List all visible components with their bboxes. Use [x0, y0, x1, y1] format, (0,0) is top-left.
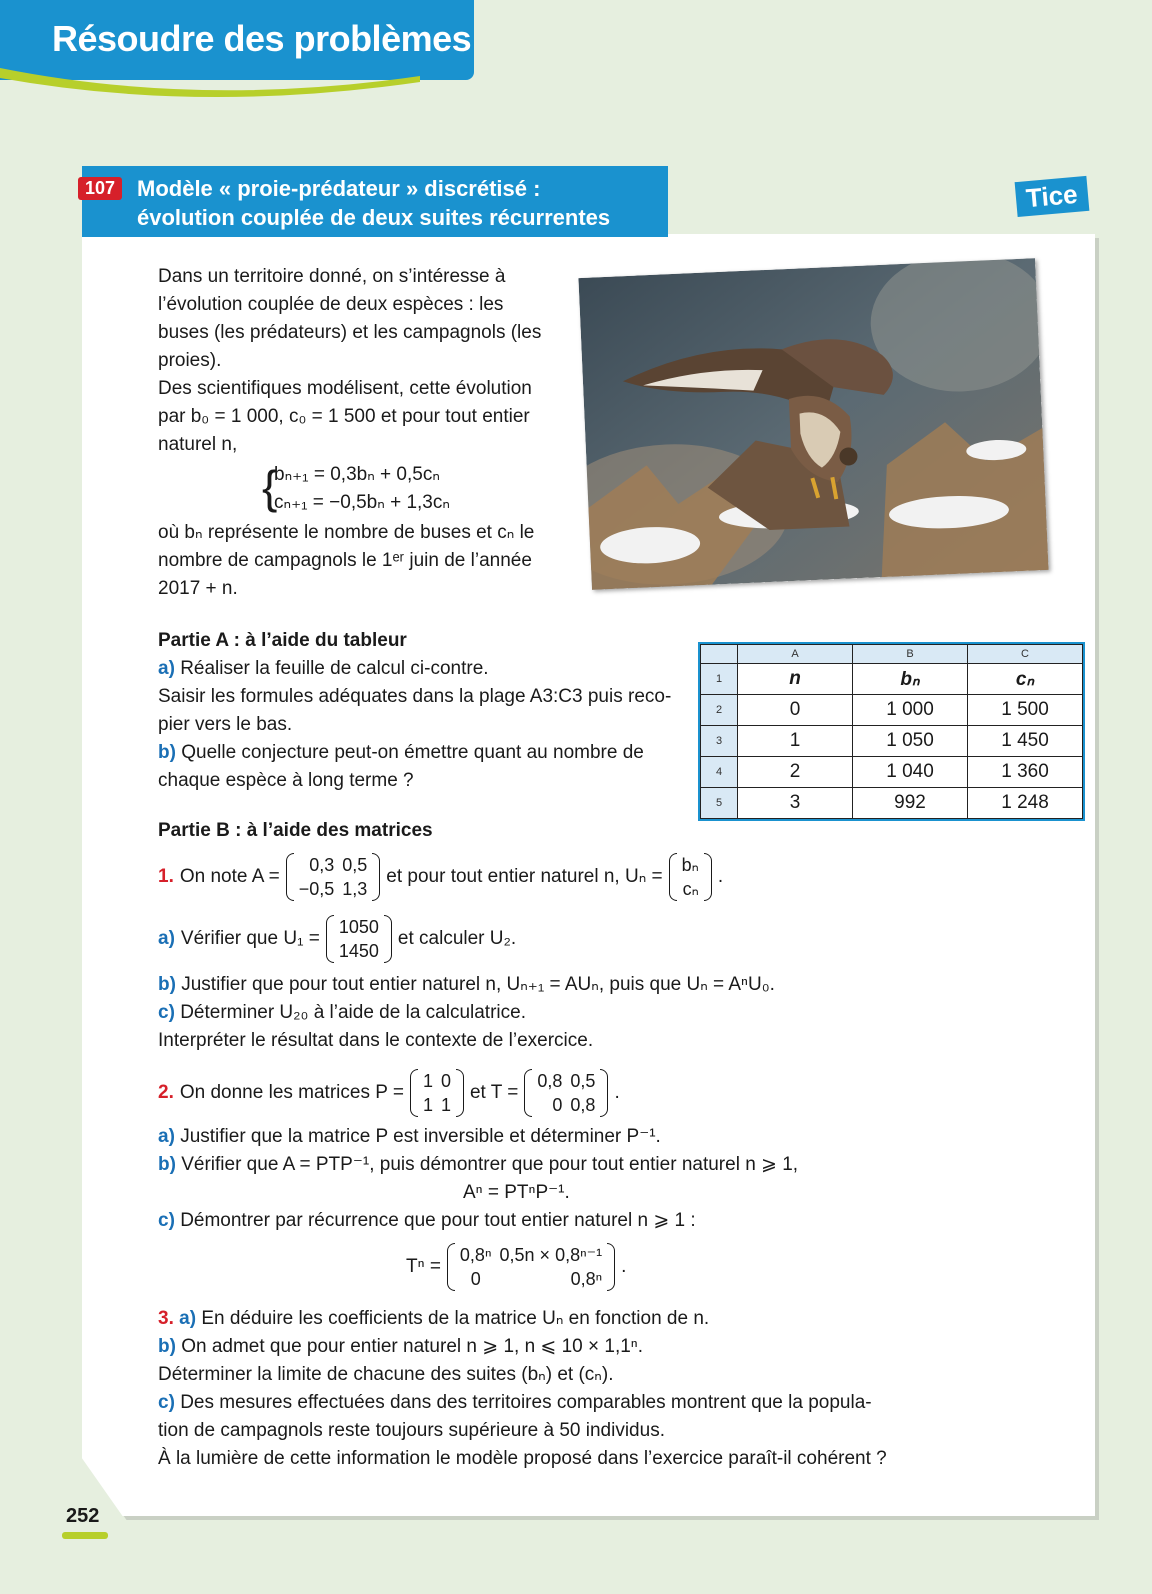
- sheet-row: [701, 726, 1083, 757]
- sheet-row-number: 5: [701, 788, 738, 819]
- intro-line: Dans un territoire donné, on s’intéresse à: [158, 266, 506, 287]
- intro-line: l’évolution couplée de deux espèces : les: [158, 294, 504, 315]
- question-text: On donne les matrices P =: [179, 1082, 404, 1103]
- matrix-entry: 0: [470, 1269, 481, 1289]
- question-text: Interpréter le résultat dans le contexte de l’exercice.: [158, 1030, 594, 1051]
- sheet-cell: 0: [738, 695, 853, 726]
- sheet-cell: 1 248: [968, 788, 1083, 819]
- header-swoosh-decoration: [0, 68, 420, 108]
- matrix-entry: 0: [440, 1071, 451, 1091]
- question-number: 3.: [158, 1308, 174, 1329]
- exercise-number: 107: [78, 177, 122, 200]
- formula-Tn: Tⁿ = 0,8ⁿ 0,5n × 0,8ⁿ⁻¹ 0 0,8ⁿ .: [406, 1245, 627, 1289]
- question-text: À la lumière de cette information le modèle proposé dans l’exercice paraît-il cohérent ?: [158, 1448, 887, 1469]
- spreadsheet-table: [700, 644, 1083, 819]
- question-text: Déterminer la limite de chacune des suites (bₙ) et (cₙ).: [158, 1364, 614, 1385]
- sheet-cell: 1: [738, 726, 853, 757]
- matrix-entry: 0,8: [537, 1071, 563, 1091]
- sheet-cell: 1 500: [968, 695, 1083, 726]
- question-text: On note A =: [179, 866, 280, 887]
- partB-question-1b: [158, 971, 1058, 999]
- question-label: a): [158, 658, 175, 679]
- matrix-entry: 1: [422, 1071, 433, 1091]
- partB-block: [158, 817, 1058, 1473]
- sheet-row: [701, 788, 1083, 819]
- exercise-title-line1: Modèle « proie-prédateur » discrétisé :: [137, 176, 541, 201]
- question-number: 1.: [158, 866, 174, 887]
- matrix-A: [286, 853, 381, 901]
- sheet-row-number: 3: [701, 726, 738, 757]
- partB-question-1c: [158, 999, 1058, 1027]
- question-label: b): [158, 1154, 176, 1175]
- partB-question-3a: [158, 1305, 1058, 1333]
- partB-question-3b: [158, 1333, 1058, 1361]
- question-text: et T =: [469, 1082, 519, 1103]
- matrix-entry: bₙ: [681, 855, 699, 875]
- question-text: chaque espèce à long terme ?: [158, 770, 414, 791]
- matrix-entry: 0,3: [309, 855, 335, 875]
- intro-line: proies).: [158, 350, 222, 371]
- sheet-row-number: 2: [701, 695, 738, 726]
- intro-line: où bₙ représente le nombre de buses et cₙ le: [158, 522, 535, 543]
- question-label: b): [158, 974, 176, 995]
- sheet-cell: cₙ: [968, 664, 1083, 695]
- intro-line: buses (les prédateurs) et les campagnols (les: [158, 322, 542, 343]
- sheet-cell: n: [738, 664, 853, 695]
- sheet-row-number: 1: [701, 664, 738, 695]
- sheet-cell: 3: [738, 788, 853, 819]
- matrix-entry: 0,8ⁿ: [459, 1245, 492, 1265]
- matrix-entry: 0,5n × 0,8ⁿ⁻¹: [499, 1245, 603, 1265]
- partB-heading: Partie B : à l’aide des matrices: [158, 820, 433, 841]
- sheet-column-headers: [701, 645, 1083, 664]
- question-text: Des mesures effectuées dans des territoires comparables montrent que la popula-: [180, 1392, 872, 1413]
- sheet-cell: 1 050: [853, 726, 968, 757]
- matrix-entry: −0,5: [298, 879, 335, 899]
- sheet-cell: bₙ: [853, 664, 968, 695]
- matrix-entry: 0,5: [342, 855, 368, 875]
- sheet-cell: 2: [738, 757, 853, 788]
- system-eq2: cₙ₊₁ = −0,5bₙ + 1,3cₙ: [274, 492, 450, 513]
- question-number: 2.: [158, 1082, 174, 1103]
- buzzard-photo-illustration: [578, 258, 1048, 590]
- exercise-title: [137, 174, 610, 232]
- partB-question-2b: [158, 1151, 1058, 1179]
- question-text: En déduire les coefficients de la matrice Uₙ en fonction de n.: [201, 1308, 710, 1329]
- question-label: a): [158, 928, 175, 949]
- question-text: Justifier que pour tout entier naturel n, Uₙ₊₁ = AUₙ, puis que Uₙ = AⁿU₀.: [181, 974, 775, 995]
- question-label: a): [179, 1308, 197, 1329]
- intro-line: 2017 + n.: [158, 578, 238, 599]
- question-label: b): [158, 1336, 176, 1357]
- sheet-corner: [701, 645, 738, 664]
- sheet-cell: 1 040: [853, 757, 968, 788]
- question-text: Déterminer U₂₀ à l’aide de la calculatrice.: [180, 1002, 526, 1023]
- question-text: et calculer U₂.: [397, 928, 517, 949]
- matrix-entry: 0,8: [570, 1095, 596, 1115]
- question-text: Saisir les formules adéquates dans la plage A3:C3 puis reco-: [158, 686, 672, 707]
- page-number-underline: [62, 1532, 108, 1539]
- tice-badge: Tice: [1015, 176, 1089, 217]
- question-text: On admet que pour entier naturel n ⩾ 1, n ⩽ 10 × 1,1ⁿ.: [181, 1336, 644, 1357]
- intro-line: nombre de campagnols le 1ᵉʳ juin de l’année: [158, 550, 532, 571]
- matrix-entry: 1: [422, 1095, 433, 1115]
- question-label: b): [158, 742, 176, 763]
- sheet-row: [701, 664, 1083, 695]
- question-text: Quelle conjecture peut-on émettre quant au nombre de: [181, 742, 644, 763]
- sheet-cell: 992: [853, 788, 968, 819]
- recurrence-system: [262, 461, 558, 517]
- partB-question-2c: [158, 1207, 1058, 1235]
- formula-An: Aⁿ = PTⁿP⁻¹.: [463, 1182, 570, 1203]
- page-number: 252: [66, 1505, 100, 1527]
- matrix-entry: cₙ: [682, 879, 699, 899]
- sheet-cell: 1 360: [968, 757, 1083, 788]
- question-text: pier vers le bas.: [158, 714, 293, 735]
- sheet-row: [701, 757, 1083, 788]
- sheet-cell: 1 000: [853, 695, 968, 726]
- sheet-col-header: C: [968, 645, 1083, 664]
- partA-block: [158, 627, 678, 795]
- partA-question-a: [158, 655, 678, 683]
- partA-heading: Partie A : à l’aide du tableur: [158, 630, 407, 651]
- matrix-T: [524, 1069, 608, 1117]
- matrix-Tn: [447, 1243, 615, 1291]
- formula-lhs: Tⁿ =: [406, 1256, 441, 1277]
- intro-line: par b₀ = 1 000, c₀ = 1 500 et pour tout entier: [158, 406, 530, 427]
- question-label: c): [158, 1210, 175, 1231]
- matrix-entry: 0,8ⁿ: [570, 1269, 603, 1289]
- question-text: Démontrer par récurrence que pour tout entier naturel n ⩾ 1 :: [180, 1210, 696, 1231]
- section-title: Résoudre des problèmes: [52, 18, 472, 59]
- question-label: c): [158, 1002, 175, 1023]
- sheet-row-number: 4: [701, 757, 738, 788]
- matrix-U1: [326, 915, 392, 963]
- matrix-entry: 1,3: [342, 879, 368, 899]
- system-brace: {: [262, 461, 278, 513]
- question-text: Vérifier que U₁ =: [180, 928, 320, 949]
- question-text: Justifier que la matrice P est inversible et déterminer P⁻¹.: [180, 1126, 661, 1147]
- sheet-cell: 1 450: [968, 726, 1083, 757]
- partB-question-1: 1. On note A = 0,3 0,5 −0,5 1,3 et pour tout entier naturel n, Uₙ = bₙ cₙ .: [158, 855, 724, 899]
- system-eq1: bₙ₊₁ = 0,3bₙ + 0,5cₙ: [274, 464, 440, 485]
- matrix-entry: 1050: [338, 917, 379, 937]
- sheet-col-header: B: [853, 645, 968, 664]
- intro-line: Des scientifiques modélisent, cette évolution: [158, 378, 532, 399]
- matrix-entry: 1: [440, 1095, 451, 1115]
- question-label: c): [158, 1392, 175, 1413]
- question-label: a): [158, 1126, 175, 1147]
- partA-question-b: [158, 739, 678, 767]
- partB-question-3c: [158, 1389, 1058, 1417]
- partB-question-2a: [158, 1123, 1058, 1151]
- sheet-row: [701, 695, 1083, 726]
- matrix-P: [410, 1069, 464, 1117]
- exercise-title-line2: évolution couplée de deux suites récurrentes: [137, 205, 611, 230]
- question-text: et pour tout entier naturel n, Uₙ =: [386, 866, 663, 887]
- sheet-col-header: A: [738, 645, 853, 664]
- matrix-entry: 0,5: [570, 1071, 596, 1091]
- partB-question-2: 2. On donne les matrices P = 1 0 1 1 et T = 0,8 0,5 0 0,8 .: [158, 1071, 620, 1115]
- question-text: Réaliser la feuille de calcul ci-contre.: [180, 658, 489, 679]
- intro-line: naturel n,: [158, 434, 238, 455]
- partB-question-1a: [158, 911, 1058, 967]
- matrix-entry: 1450: [338, 941, 379, 961]
- intro-text: [158, 263, 558, 603]
- matrix-Un: [669, 853, 712, 901]
- buzzard-photo: [578, 258, 1048, 590]
- question-text: Vérifier que A = PTP⁻¹, puis démontrer que pour tout entier naturel n ⩾ 1,: [181, 1154, 799, 1175]
- matrix-entry: 0: [552, 1095, 563, 1115]
- question-text: tion de campagnols reste toujours supérieure à 50 individus.: [158, 1420, 665, 1441]
